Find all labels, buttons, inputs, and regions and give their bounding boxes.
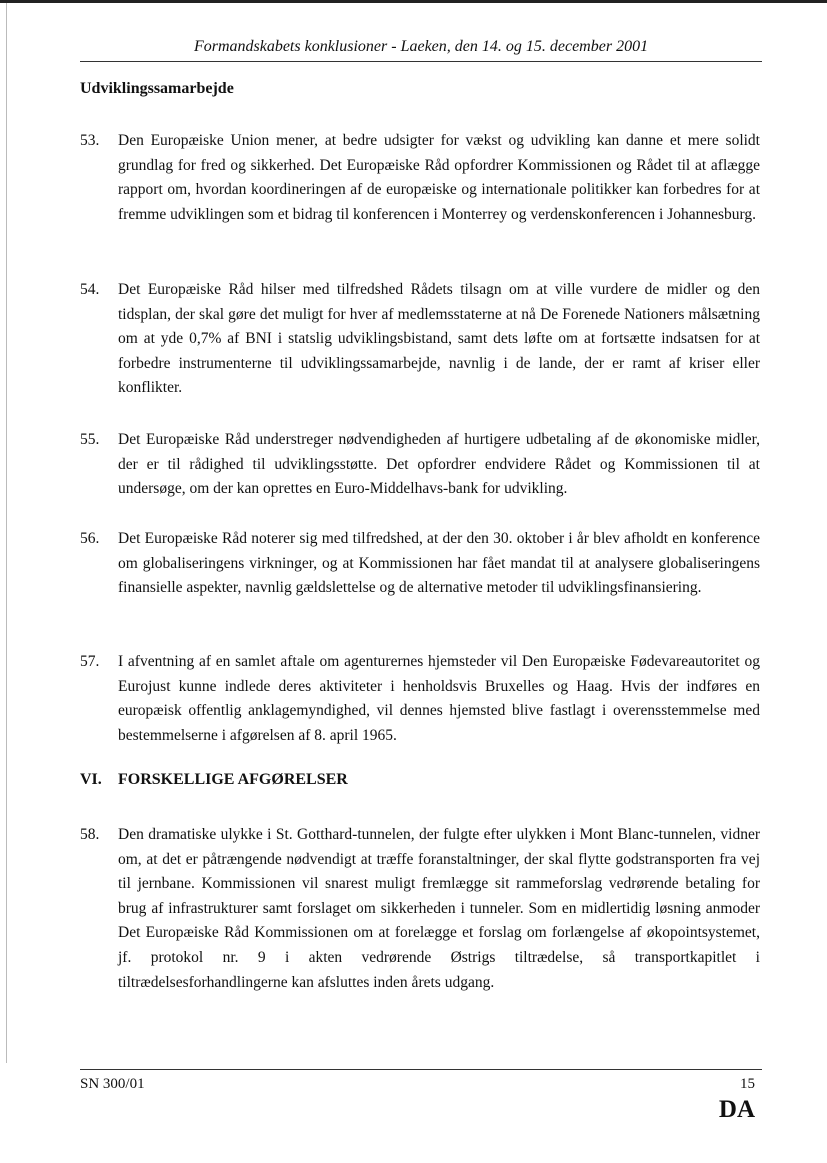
paragraph-number: 57. (80, 653, 100, 670)
page-number: 15 (740, 1076, 755, 1092)
paragraph-57 (80, 650, 760, 748)
paragraph-text: Den dramatiske ulykke i St. Gotthard-tunnelen, der fulgte efter ulykken i Mont Blanc-tunnelen, vidner om, at det er påtrængende nødvendigt at træffe foranstaltninger, der skal flytte godstransporten fra vej til jernbane. Kommissionen vil snarest muligt fremlægge sit rammeforslag vedrørende betaling for brug af infrastrukturer samt forslaget om sikkerheden i tunneler. Som en midlertidig løsning anmoder Det Europæiske Råd Kommissionen om at forelægge et forslag om forlængelse af økopointsystemet, jf. protokol nr. 9 i akten vedrørende Østrigs tiltrædelse, så transportkapitlet i tiltrædelsesforhandlingerne kan afsluttes inden årets udgang. (118, 826, 760, 991)
paragraph-56 (80, 527, 760, 601)
document-reference: SN 300/01 (80, 1076, 145, 1092)
paragraph-text: Det Europæiske Råd noterer sig med tilfredshed, at der den 30. oktober i år blev afholdt en konference om globaliseringens virkninger, og at Kommissionen har fået mandat til at analysere globaliseringens finansielle aspekter, navnlig gældslettelse og de alternative metoder til udviklingsfinansiering. (118, 530, 760, 597)
paragraph-text: Den Europæiske Union mener, at bedre udsigter for vækst og udvikling kan danne et mere solidt grundlag for fred og sikkerhed. Det Europæiske Råd opfordrer Kommissionen og Rådet til at aflægge rapport om, hvordan koordineringen af de europæiske og internationale politikker kan forbedres for at fremme udviklingen som et bidrag til konferencen i Monterrey og verdenskonferencen i Johannesburg. (118, 132, 760, 223)
footer-divider (80, 1069, 762, 1070)
paragraph-text: I afventning af en samlet aftale om agenturernes hjemsteder vil Den Europæiske Fødevareautoritet og Eurojust kunne indlede deres aktiviteter i henholdsvis Bruxelles og Haag. Hvis der indføres en europæisk offentlig anklagemyndighed, vil dennes hjemsted blive fastlagt i overensstemmelse med bestemmelserne i afgørelsen af 8. april 1965. (118, 653, 760, 744)
language-code: DA (718, 1096, 755, 1123)
paragraph-text: Det Europæiske Råd hilser med tilfredshed Rådets tilsagn om at ville vurdere de midler og den tidsplan, der skal gøre det muligt for hver af medlemsstaterne at nå De Forenede Nationers målsætning om at yde 0,7% af BNI i statslig udviklingsbistand, samt dets løfte om at fortsætte indsatsen for at forbedre instrumenterne til udviklingssamarbejde, navnlig i de lande, der er ramt af kriser eller konflikter. (118, 281, 760, 397)
paragraph-number: 56. (80, 530, 100, 547)
section-heading-vi (80, 771, 580, 789)
page-header: Formandskabets konklusioner - Laeken, den 14. og 15. december 2001 (193, 38, 649, 55)
section-title: FORSKELLIGE AFGØRELSER (118, 771, 348, 788)
top-border (0, 0, 827, 3)
paragraph-number: 58. (80, 826, 100, 843)
paragraph-number: 54. (80, 281, 100, 298)
paragraph-55 (80, 428, 760, 502)
paragraph-58 (80, 823, 760, 995)
section-heading-development: Udviklingssamarbejde (80, 80, 234, 97)
paragraph-number: 55. (80, 431, 100, 448)
left-border (6, 3, 7, 1063)
paragraph-53 (80, 129, 760, 227)
section-number: VI. (80, 771, 102, 788)
paragraph-text: Det Europæiske Råd understreger nødvendigheden af hurtigere udbetaling af de økonomiske midler, der er til rådighed til udviklingsstøtte. Det opfordrer endvidere Rådet og Kommissionen til at undersøge, om der kan oprettes en Euro-Middelhavs-bank for udvikling. (118, 431, 760, 498)
header-divider (80, 61, 762, 62)
paragraph-number: 53. (80, 132, 100, 149)
paragraph-54 (80, 278, 760, 401)
